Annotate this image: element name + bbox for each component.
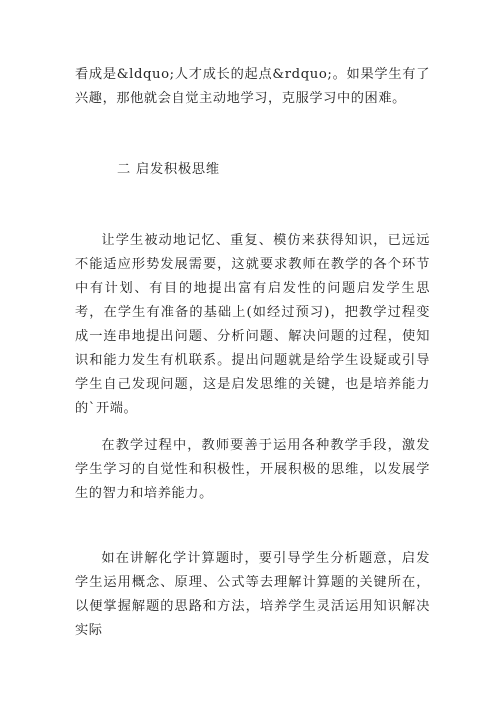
paragraph-active-learning: 让学生被动地记忆、重复、模仿来获得知识，已远远不能适应形势发展需要，这就要求教师在教学的各个环节中有计划、有目的地提出富有启发性的问题启发学生思考，在学生有准备的基础上(如经过预习)，把教学过程变成一连串地提出问题、分析问题、解决问题的过程，使知识和能力发生有机联系。提出问题就是给学生设疑或引导学生自己发现问题，这是启发思维的关键，也是培养能力的`开端。 xyxy=(75,233,430,416)
section-heading-thinking: 二 启发积极思维 xyxy=(117,162,220,177)
paragraph-chemistry-calculation: 如在讲解化学计算题时，要引导学生分析题意，启发学生运用概念、原理、公式等去理解计算题的关键所在，以便掌握解题的思路和方法，培养学生灵活运用知识解决实际 xyxy=(75,551,430,638)
paragraph-interest: 看成是&ldquo;人才成长的起点&rdquo;。如果学生有了兴趣，那他就会自觉主动地学习，克服学习中的困难。 xyxy=(75,67,430,106)
paragraph-teaching-methods: 在教学过程中，教师要善于运用各种教学手段，激发学生学习的自觉性和积极性，开展积极的思维，以发展学生的智力和培养能力。 xyxy=(75,438,430,501)
